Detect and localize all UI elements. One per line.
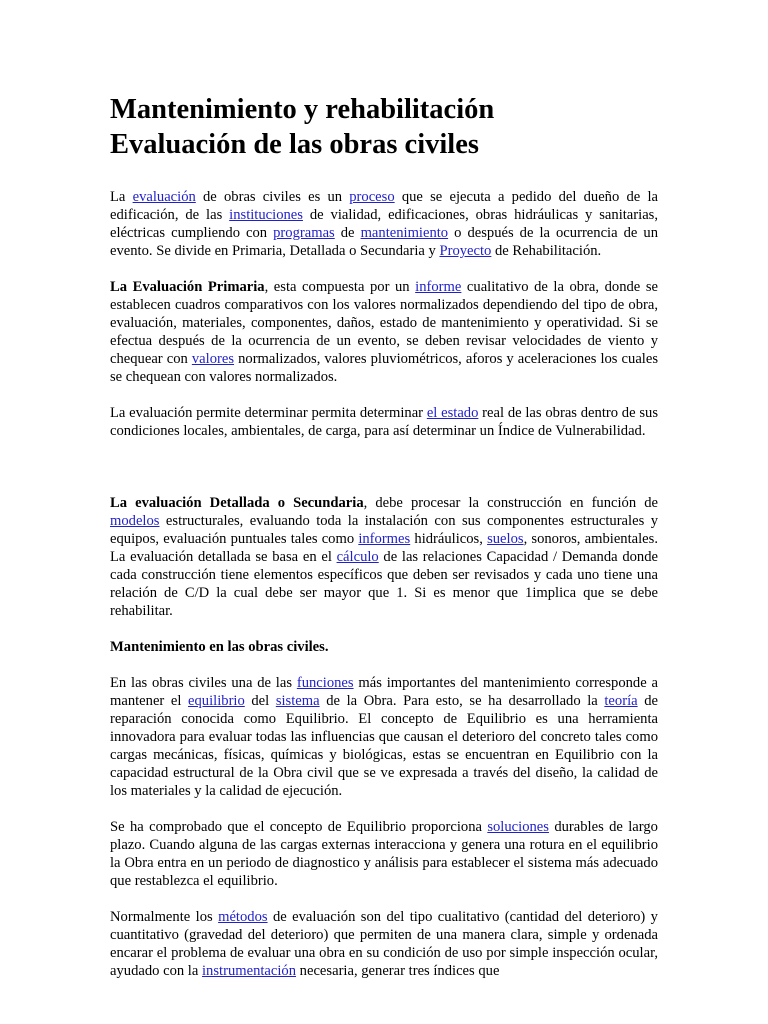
text: , sonoros, ambientales. La evaluación detallada se basa en el bbox=[110, 531, 658, 565]
link-informe[interactable]: informe bbox=[415, 279, 462, 295]
paragraph-intro bbox=[110, 188, 658, 260]
paragraph-soluciones bbox=[110, 818, 658, 890]
text: de las relaciones Capacidad / Demanda donde cada construcción tiene elementos específicos que deben ser revisados y cada uno tiene una relación de C/D la cual debe ser mayor que 1. Si es menor que 1implica que se debe rehabilitar. bbox=[110, 549, 658, 619]
bold-term: La Evaluación Primaria bbox=[110, 279, 265, 295]
paragraph-equilibrio bbox=[110, 674, 658, 800]
link-soluciones[interactable]: soluciones bbox=[487, 819, 549, 835]
link-modelos[interactable]: modelos bbox=[110, 513, 160, 529]
text: durables de largo plazo. Cuando alguna de las cargas externas interacciona y genera una rotura en el equilibrio la Obra entra en un periodo de diagnostico y análisis para establecer el sistema más adecuado que restablezca el equilibrio. bbox=[110, 819, 658, 889]
text: de bbox=[334, 225, 361, 241]
text: normalizados, valores pluviométricos, aforos y aceleraciones los cuales se chequean con valores normalizados. bbox=[110, 351, 659, 385]
text: estructurales, evaluando toda la instalación con sus componentes estructurales y equipos, evaluación puntuales tales como bbox=[110, 513, 658, 547]
text: Se ha comprobado que el concepto de Equilibrio proporciona bbox=[110, 819, 488, 835]
text: cualitativo de la obra, donde se establecen cuadros comparativos con los valores normalizados dependiendo del tipo de obra, evaluación, materiales, componentes, daños, estado de mantenimiento y operatividad. Si se efectua después de la ocurrencia de un evento, se deben revisar velocidades de viento y chequear con bbox=[110, 279, 658, 367]
link-informes[interactable]: informes bbox=[358, 531, 411, 547]
text: real de las obras dentro de sus condiciones locales, ambientales, de carga, para así determinar un Índice de Vulnerabilidad. bbox=[110, 405, 659, 439]
text: que se ejecuta a pedido del dueño de la edificación, de las bbox=[110, 189, 658, 223]
text: más importantes del mantenimiento corresponde a mantener el bbox=[110, 675, 658, 709]
text: o después de la ocurrencia de un evento. Se divide en Primaria, Detallada o Secundaria y bbox=[110, 225, 658, 259]
text: de evaluación son del tipo cualitativo (cantidad del deterioro) y cuantitativo (gravedad del deterioro) que permiten de una manera clara, simple y ordenada encarar el problema de evaluar una obra en su condición de uso por simple inspección ocular, ayudado con la bbox=[110, 909, 658, 979]
text: necesaria, generar tres índices que bbox=[296, 963, 500, 979]
link-valores[interactable]: valores bbox=[191, 351, 235, 367]
link-proyecto[interactable]: Proyecto bbox=[439, 243, 492, 259]
link-teoria[interactable]: teoría bbox=[604, 693, 638, 709]
page-title bbox=[110, 92, 658, 162]
bold-term: La evaluación Detallada o Secundaria bbox=[110, 495, 364, 511]
link-evaluacion[interactable]: evaluación bbox=[132, 189, 196, 205]
text: de obras civiles es un bbox=[195, 189, 350, 205]
text: de Rehabilitación. bbox=[491, 243, 602, 259]
title-line-1: Mantenimiento y rehabilitación bbox=[110, 94, 495, 125]
text: de vialidad, edificaciones, obras hidráulicas y sanitarias, eléctricas cumpliendo con bbox=[110, 207, 659, 241]
text: de la Obra. Para esto, se ha desarrollado la bbox=[319, 693, 605, 709]
text: La bbox=[110, 189, 133, 205]
paragraph-indice-vulnerabilidad bbox=[110, 404, 658, 440]
title-line-2: Evaluación de las obras civiles bbox=[110, 129, 479, 160]
link-suelos[interactable]: suelos bbox=[487, 531, 524, 547]
link-equilibrio[interactable]: equilibrio bbox=[188, 693, 245, 709]
link-sistema[interactable]: sistema bbox=[275, 693, 320, 709]
link-mantenimiento[interactable]: mantenimiento bbox=[360, 225, 449, 241]
text: del bbox=[244, 693, 276, 709]
link-calculo[interactable]: cálculo bbox=[336, 549, 379, 565]
text: , esta compuesta por un bbox=[264, 279, 416, 295]
text: de reparación conocida como Equilibrio. El concepto de Equilibrio es una herramienta innovadora para evaluar todas las influencias que causan el deterioro del concreto tales como cargas mecánicas, físicas, químicas y biológicas, estas se encuentran en Equilibrio con la capacidad estructural de la Obra civil que se ve expresada a través del diseño, la calidad de los materiales y la calidad de ejecución. bbox=[110, 693, 658, 799]
text: hidráulicos, bbox=[410, 531, 488, 547]
text: En las obras civiles una de las bbox=[110, 675, 297, 691]
link-metodos[interactable]: métodos bbox=[218, 909, 268, 925]
text: Normalmente los bbox=[110, 909, 219, 925]
link-proceso[interactable]: proceso bbox=[349, 189, 395, 205]
section-heading-mantenimiento: Mantenimiento en las obras civiles. bbox=[110, 639, 329, 655]
document-body bbox=[110, 92, 658, 980]
text: La evaluación permite determinar permita determinar bbox=[110, 405, 427, 421]
link-instrumentacion[interactable]: instrumentación bbox=[202, 963, 297, 979]
link-programas[interactable]: programas bbox=[273, 225, 335, 241]
paragraph-evaluacion-detallada bbox=[110, 494, 658, 620]
paragraph-evaluacion-primaria bbox=[110, 278, 658, 386]
paragraph-metodos bbox=[110, 908, 658, 980]
link-el-estado[interactable]: el estado bbox=[426, 405, 479, 421]
text: , debe procesar la construcción en función de bbox=[363, 495, 658, 511]
link-instituciones[interactable]: instituciones bbox=[229, 207, 303, 223]
link-funciones[interactable]: funciones bbox=[296, 675, 354, 691]
